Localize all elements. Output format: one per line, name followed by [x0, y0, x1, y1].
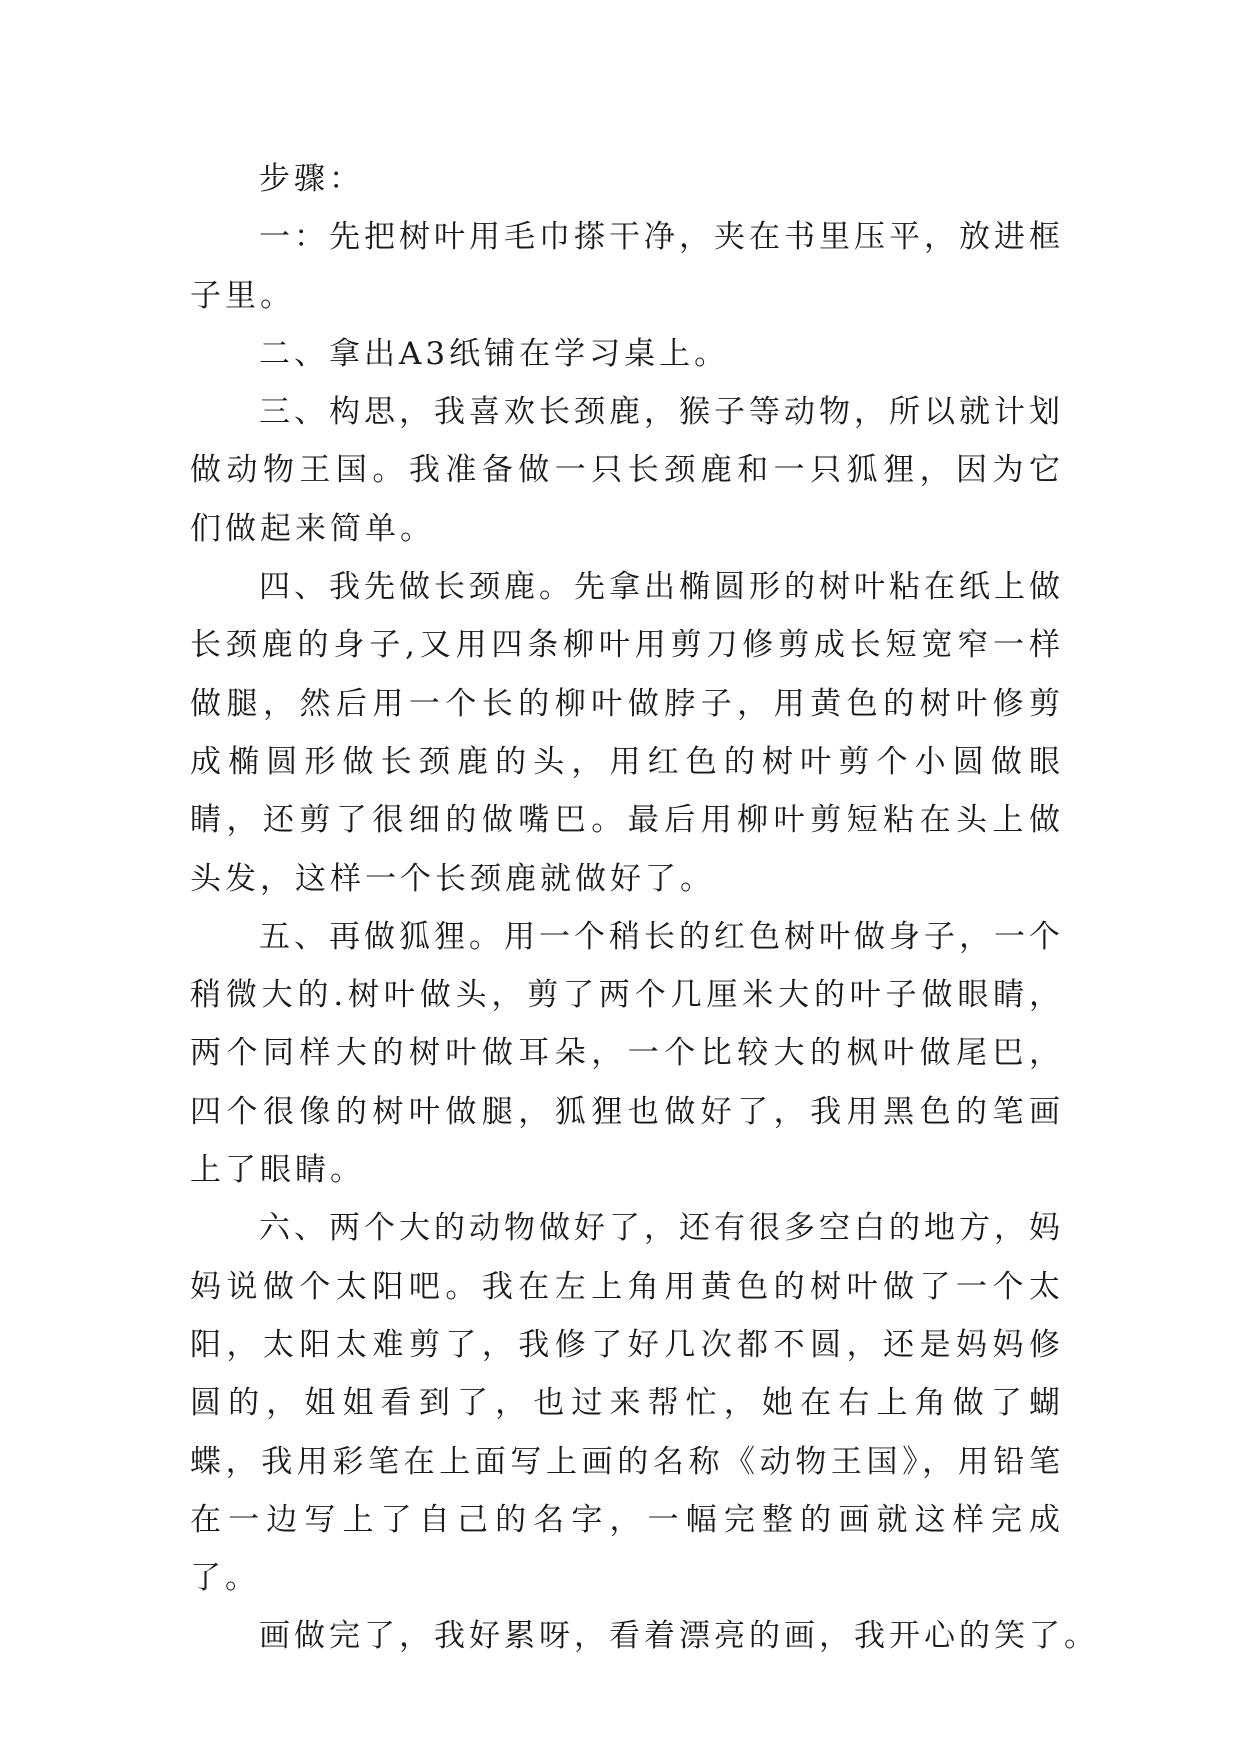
paragraph-step-1: 一：先把树叶用毛巾搽干净，夹在书里压平，放进框子里。 — [190, 219, 1064, 314]
paragraph-step-5: 五、再做狐狸。用一个稍长的红色树叶做身子，一个稍微大的.树叶做头，剪了两个几厘米大的叶子做眼睛，两个同样大的树叶做耳朵，一个比较大的枫叶做尾巴，四个很像的树叶做腿，狐狸也做好了，我用黑色的笔画上了眼睛。 — [190, 918, 1064, 1189]
paragraph-step-6: 六、两个大的动物做好了，还有很多空白的地方，妈妈说做个太阳吧。我在左上角用黄色的树叶做了一个太阳，太阳太难剪了，我修了好几次都不圆，还是妈妈修圆的，姐姐看到了，也过来帮忙，她在右上角做了蝴蝶，我用彩笔在上面写上画的名称《动物王国》，用铅笔在一边写上了自己的名字，一幅完整的画就这样完成了。 — [190, 1210, 1064, 1597]
paragraph-step-4: 四、我先做长颈鹿。先拿出椭圆形的树叶粘在纸上做长颈鹿的身子,又用四条柳叶用剪刀修剪成长短宽窄一样做腿，然后用一个长的柳叶做脖子，用黄色的树叶修剪成椭圆形做长颈鹿的头，用红色的树叶剪个小圆做眼睛，还剪了很细的做嘴巴。最后用柳叶剪短粘在头上做头发，这样一个长颈鹿就做好了。 — [190, 569, 1064, 897]
paragraph-step-3: 三、构思，我喜欢长颈鹿，猴子等动物，所以就计划做动物王国。我准备做一只长颈鹿和一只狐狸，因为它们做起来简单。 — [190, 394, 1064, 547]
paragraph-step-2: 二、拿出A3纸铺在学习桌上。 — [259, 335, 730, 372]
paragraph-conclusion: 画做完了，我好累呀，看着漂亮的画，我开心的笑了。 — [259, 1618, 1099, 1655]
document-body — [190, 150, 1099, 1666]
paragraph-steps-heading: 步骤： — [259, 161, 364, 197]
